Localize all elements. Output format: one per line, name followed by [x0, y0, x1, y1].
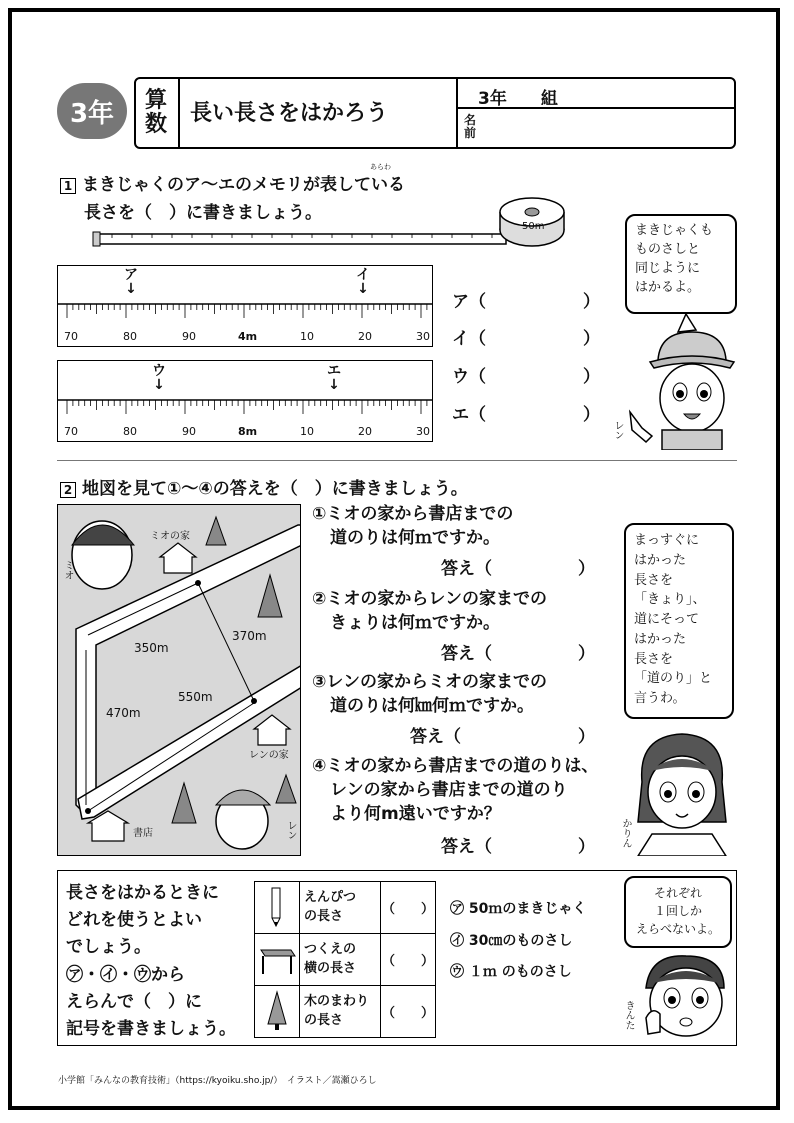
ruler-1-label-2: 90 — [182, 330, 196, 343]
map-distance-370: 370m — [232, 629, 267, 643]
map-mio: ミオ — [62, 560, 73, 580]
ruler-1-mark-a: ア ↓ — [124, 267, 138, 297]
q2-answer-3-close: ） — [578, 727, 595, 747]
speech-bubble-ren: まきじゃくも ものさしと 同じように はかるよ。 — [625, 214, 737, 314]
map-ren-house: レンの家 — [249, 750, 289, 761]
grade-badge: 3年 — [57, 83, 127, 139]
ren-character-illustration — [620, 310, 740, 450]
q3-row-pencil: えんぴつ の長さ — [300, 882, 381, 934]
q2-item-3: ③レンの家からミオの家までの 道のりは何㎞何ｍですか。 — [312, 672, 547, 716]
q2-item-4: ④ミオの家から書店までの道のりは、 レンの家から書店までの道のり より何m遠いですか？ — [312, 756, 599, 824]
q2-prompt: 2 地図を見て①～④の答えを（ ）に書きましょう。 — [60, 474, 468, 499]
ruler-1-label-4: 10 — [300, 330, 314, 343]
header-divider — [456, 77, 458, 149]
q3-options: ㋐ 50ｍのまきじゃく ㋑ 30㎝のものさし ㋒ １ｍ のものさし — [450, 901, 587, 980]
section-divider — [57, 460, 737, 461]
ruler-2-label-6: 30 — [416, 425, 430, 438]
answer-i[interactable]: イ（ — [452, 329, 486, 349]
q2-answer-3[interactable]: 答え（ — [410, 727, 461, 747]
name-field[interactable] — [495, 111, 731, 145]
answer-a[interactable]: ア（ — [452, 292, 486, 312]
q1-ruby: あらわ — [370, 163, 391, 171]
q3-answer-pencil[interactable]: （ ） — [380, 882, 435, 934]
q3-prompt: 長さをはかるときに どれを使うとよい でしょう。 ㋐・㋑・㋒から えらんで（ ）に 記号を書きましょう。 — [66, 883, 236, 1039]
answer-u[interactable]: ウ（ — [452, 367, 486, 387]
ruler-1-ticks — [57, 300, 433, 328]
q3-row-tree: 木のまわり の長さ — [300, 986, 381, 1038]
subject-label: 算 数 — [134, 77, 180, 149]
name-label: 名 前 — [464, 113, 477, 141]
ruler-1-label-5: 20 — [358, 330, 372, 343]
speech-bubble-karin: まっすぐに はかった 長さを 「きょり」、 道にそって はかった 長さを 「道のり」と 言うわ。 — [624, 523, 734, 719]
ren-name-label: レン — [612, 420, 623, 440]
q2-answer-4-close: ） — [578, 837, 595, 857]
kinta-name-label: きんた — [623, 1000, 634, 1030]
map-bookstore: 書店 — [133, 828, 153, 839]
q2-answer-1-close: ） — [578, 559, 595, 579]
ruler-2-label-3: 8m — [238, 425, 258, 438]
ruler-2-mark-u: ウ ↓ — [152, 363, 166, 393]
q1-prompt: 1 まきじゃくのア～エのメモリが表している — [60, 170, 405, 195]
q2-answer-2-close: ） — [578, 644, 595, 664]
class-label: 3年 組 — [478, 89, 558, 109]
ruler-2-label-0: 70 — [64, 425, 78, 438]
answer-i-close: ） — [583, 329, 600, 349]
karin-character-illustration — [622, 722, 740, 856]
map-ren: レン — [285, 820, 296, 840]
answer-a-close: ） — [583, 292, 600, 312]
ruler-2-label-5: 20 — [358, 425, 372, 438]
q2-answer-2[interactable]: 答え（ — [441, 644, 492, 664]
ruler-2-label-2: 90 — [182, 425, 196, 438]
karin-name-label: かりん — [620, 818, 631, 848]
map-distance-470: 470m — [106, 706, 141, 720]
map — [57, 504, 301, 856]
answer-e-close: ） — [583, 405, 600, 425]
map-mio-house: ミオの家 — [150, 531, 190, 542]
ruler-2-label-1: 80 — [123, 425, 137, 438]
map-distance-350: 350m — [134, 641, 169, 655]
ruler-2-label-4: 10 — [300, 425, 314, 438]
ruler-1-label-1: 80 — [123, 330, 137, 343]
answer-u-close: ） — [583, 367, 600, 387]
ruler-1-mark-i: イ ↓ — [356, 267, 370, 297]
ruler-1-label-6: 30 — [416, 330, 430, 343]
pencil-icon — [255, 882, 300, 934]
q1-prompt-2: 長さを（ ）に書きましょう。 — [84, 203, 322, 223]
map-distance-550: 550m — [178, 690, 213, 704]
q3-answer-tree[interactable]: （ ） — [380, 986, 435, 1038]
q2-answer-1[interactable]: 答え（ — [441, 559, 492, 579]
page-title: 長い長さをはかろう — [190, 101, 389, 126]
q3-answer-desk[interactable]: （ ） — [380, 934, 435, 986]
map-drawing — [58, 505, 301, 856]
ruler-2-mark-e: エ ↓ — [327, 363, 341, 393]
q2-item-2: ②ミオの家からレンの家までの きょりは何ｍですか。 — [312, 589, 547, 633]
ruler-2-ticks — [57, 396, 433, 424]
tree-icon — [255, 986, 300, 1038]
ruler-1-label-0: 70 — [64, 330, 78, 343]
q3-table — [254, 881, 436, 1038]
desk-icon — [255, 934, 300, 986]
speech-bubble-kinta: それぞれ １回しか えらべないよ。 — [624, 876, 732, 948]
q2-item-1: ①ミオの家から書店までの 道のりは何ｍですか。 — [312, 504, 514, 548]
tape-label: 50m — [522, 221, 545, 232]
answer-e[interactable]: エ（ — [452, 405, 486, 425]
footer-credit: 小学館「みんなの教育技術」（https://kyoiku.sho.jp/） イラスト／嵩瀬ひろし — [58, 1076, 377, 1086]
tape-measure-illustration — [92, 192, 574, 252]
kinta-character-illustration — [630, 952, 734, 1044]
q2-answer-4[interactable]: 答え（ — [441, 837, 492, 857]
ruler-1-label-3: 4m — [238, 330, 258, 343]
q3-row-desk: つくえの 横の長さ — [300, 934, 381, 986]
